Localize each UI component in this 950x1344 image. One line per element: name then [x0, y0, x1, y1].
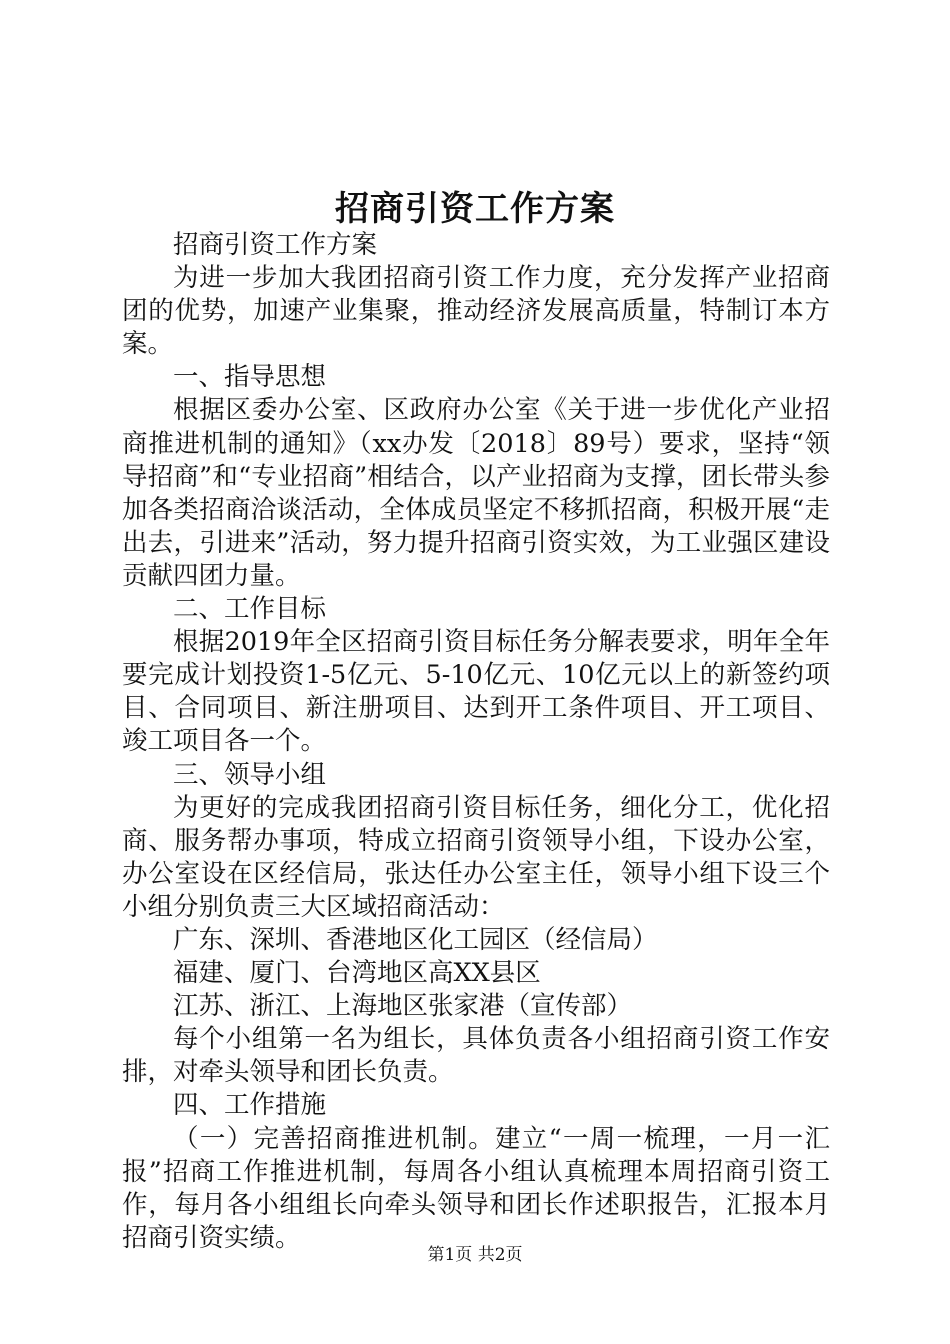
- paragraph-intro: 为进一步加大我团招商引资工作力度，充分发挥产业招商团的优势，加速产业集聚，推动经济发展高质量，特制订本方案。: [122, 263, 830, 360]
- section-heading-work-measures: 四、工作措施: [173, 1090, 327, 1121]
- section-heading-guiding-thought: 一、指导思想: [173, 362, 327, 393]
- paragraph-measure-one: （一）完善招商推进机制。建立“一周一梳理，一月一汇报”招商工作推进机制，每周各小组认真梳理本周招商引资工作，每月各小组组长向牵头领导和团长作述职报告，汇报本月招商引资实绩。: [122, 1123, 830, 1253]
- document-body: [122, 229, 830, 1255]
- section-heading-work-goal: 二、工作目标: [173, 594, 327, 625]
- section-heading-leading-group: 三、领导小组: [173, 759, 327, 790]
- list-item-region-guangdong: 广东、深圳、香港地区化工园区（经信局）: [173, 924, 658, 955]
- paragraph-heading-repeat: 招商引资工作方案: [173, 230, 378, 260]
- list-item-region-jiangsu: 江苏、浙江、上海地区张家港（宣传部）: [173, 991, 633, 1022]
- list-item-region-fujian: 福建、厦门、台湾地区高XX县区: [173, 958, 541, 989]
- paragraph-leading-group: 为更好的完成我团招商引资目标任务，细化分工，优化招商、服务帮办事项，特成立招商引资领导小组，下设办公室，办公室设在区经信局，张达任办公室主任，领导小组下设三个小组分别负责三大区域招商活动：: [122, 792, 830, 922]
- page-footer: 第1页 共2页: [427, 1245, 523, 1265]
- paragraph-guiding-thought: 根据区委办公室、区政府办公室《关于进一步优化产业招商推进机制的通知》（xx办发〔2018〕89号）要求，坚持“领导招商”和“专业招商”相结合，以产业招商为支撑，团长带头参加各类招商洽谈活动，全体成员坚定不移抓招商，积极开展“走出去，引进来”活动，努力提升招商引资实效，为工业强区建设贡献四团力量。: [122, 395, 830, 591]
- document-title: 招商引资工作方案: [335, 189, 615, 229]
- paragraph-group-leader: 每个小组第一名为组长，具体负责各小组招商引资工作安排，对牵头领导和团长负责。: [122, 1024, 830, 1088]
- paragraph-work-goal: 根据2019年全区招商引资目标任务分解表要求，明年全年要完成计划投资1-5亿元、5-10亿元、10亿元以上的新签约项目、合同项目、新注册项目、达到开工条件项目、开工项目、竣工项目各一个。: [122, 627, 830, 757]
